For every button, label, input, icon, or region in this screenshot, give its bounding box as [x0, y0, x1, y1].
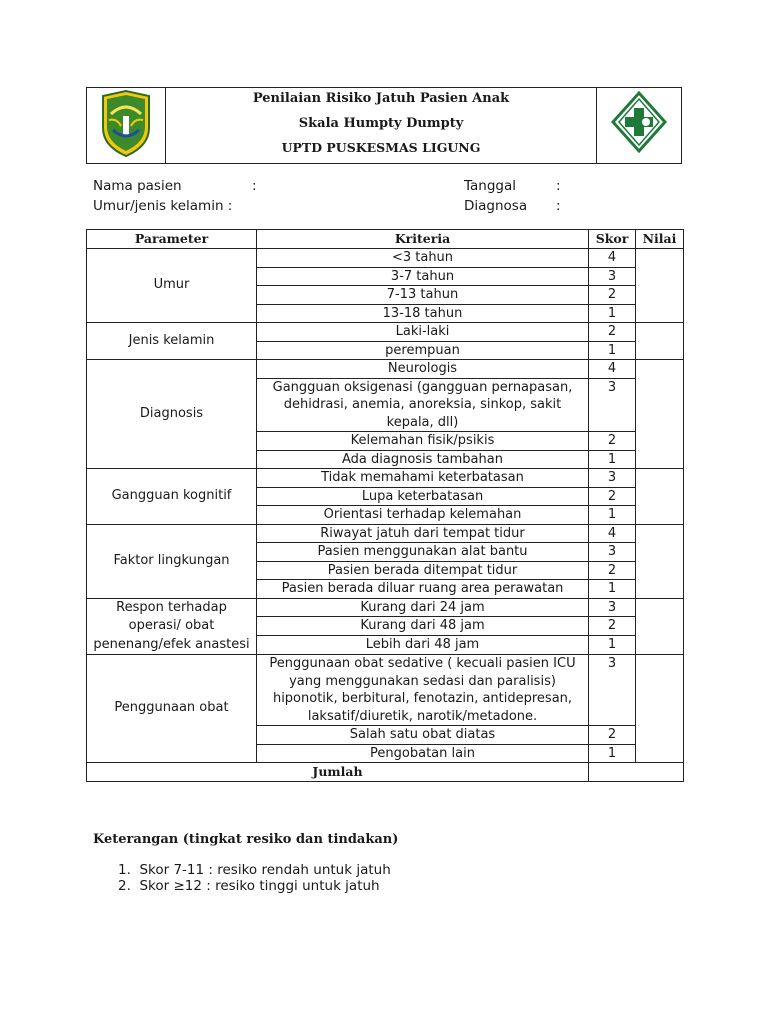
parameter-cell: Diagnosis: [87, 360, 257, 469]
date-colon: :: [556, 178, 561, 194]
diagnosis-label: Diagnosa: [464, 198, 528, 214]
total-label: Jumlah: [87, 763, 589, 782]
score-cell: 2: [589, 286, 636, 305]
score-cell: 3: [589, 598, 636, 617]
date-label: Tanggal: [464, 178, 517, 194]
criteria-cell: <3 tahun: [257, 249, 589, 268]
value-input-cell[interactable]: [636, 598, 684, 655]
table-row: [87, 249, 684, 268]
header-score: Skor: [589, 230, 636, 249]
score-cell: 2: [589, 487, 636, 506]
score-cell: 1: [589, 636, 636, 655]
criteria-cell: Tidak memahami keterbatasan: [257, 469, 589, 488]
score-cell: 2: [589, 617, 636, 636]
diagnosis-colon: :: [556, 198, 561, 214]
criteria-cell: Pasien berada diluar ruang area perawatan: [257, 580, 589, 599]
criteria-cell: Laki-laki: [257, 323, 589, 342]
table-row: [87, 323, 684, 342]
criteria-cell: Lebih dari 48 jam: [257, 636, 589, 655]
table-row: [87, 469, 684, 488]
criteria-cell: 13-18 tahun: [257, 304, 589, 323]
regency-emblem-icon: [99, 90, 153, 158]
parameter-cell: Respon terhadap operasi/ obat penenang/efek anastesi: [87, 598, 257, 655]
institution-name: UPTD PUSKESMAS LIGUNG: [281, 140, 481, 155]
criteria-cell: Pasien menggunakan alat bantu: [257, 543, 589, 562]
score-cell: 3: [589, 378, 636, 432]
table-row: [87, 360, 684, 379]
criteria-cell: 3-7 tahun: [257, 267, 589, 286]
score-cell: 3: [589, 543, 636, 562]
score-cell: 1: [589, 341, 636, 360]
right-logo-cell: [596, 88, 681, 163]
score-cell: 1: [589, 450, 636, 469]
parameter-cell: Faktor lingkungan: [87, 524, 257, 598]
score-cell: 2: [589, 561, 636, 580]
criteria-cell: perempuan: [257, 341, 589, 360]
document-header: [86, 87, 682, 164]
criteria-cell: Pasien berada ditempat tidur: [257, 561, 589, 580]
parameter-cell: Gangguan kognitif: [87, 469, 257, 525]
criteria-cell: Salah satu obat diatas: [257, 726, 589, 745]
score-cell: 3: [589, 267, 636, 286]
criteria-cell: Kurang dari 48 jam: [257, 617, 589, 636]
parameter-cell: Umur: [87, 249, 257, 323]
value-input-cell[interactable]: [636, 323, 684, 360]
criteria-cell: Gangguan oksigenasi (gangguan pernapasan, dehidrasi, anemia, anoreksia, sinkop, sakit kepala, dll): [257, 378, 589, 432]
table-row: [87, 524, 684, 543]
value-input-cell[interactable]: [636, 524, 684, 598]
header-value: Nilai: [636, 230, 684, 249]
table-row: [87, 598, 684, 617]
score-cell: 3: [589, 469, 636, 488]
criteria-cell: Neurologis: [257, 360, 589, 379]
table-body: [87, 249, 684, 763]
criteria-cell: Orientasi terhadap kelemahan: [257, 506, 589, 525]
notes-title: Keterangan (tingkat resiko dan tindakan): [93, 832, 399, 847]
score-cell: 2: [589, 726, 636, 745]
criteria-cell: 7-13 tahun: [257, 286, 589, 305]
note-item: 2. Skor ≥12 : resiko tinggi untuk jatuh: [118, 878, 380, 894]
puskesmas-logo-icon: [610, 90, 668, 154]
total-value-cell[interactable]: [589, 763, 684, 782]
form-title: Penilaian Risiko Jatuh Pasien Anak: [252, 91, 510, 106]
header-criteria: Kriteria: [257, 230, 589, 249]
value-input-cell[interactable]: [636, 469, 684, 525]
value-input-cell[interactable]: [636, 655, 684, 763]
header-parameter: Parameter: [87, 230, 257, 249]
criteria-cell: Ada diagnosis tambahan: [257, 450, 589, 469]
score-cell: 1: [589, 304, 636, 323]
score-cell: 4: [589, 360, 636, 379]
patient-name-colon: :: [252, 178, 257, 194]
score-cell: 1: [589, 580, 636, 599]
score-cell: 1: [589, 506, 636, 525]
criteria-cell: Kelemahan fisik/psikis: [257, 432, 589, 451]
patient-name-label: Nama pasien: [93, 178, 182, 194]
table-row: [87, 655, 684, 726]
score-cell: 4: [589, 249, 636, 268]
parameter-cell: Penggunaan obat: [87, 655, 257, 763]
score-cell: 4: [589, 524, 636, 543]
value-input-cell[interactable]: [636, 360, 684, 469]
score-cell: 2: [589, 432, 636, 451]
value-input-cell[interactable]: [636, 249, 684, 323]
criteria-cell: Pengobatan lain: [257, 744, 589, 763]
criteria-cell: Lupa keterbatasan: [257, 487, 589, 506]
left-logo-cell: [87, 88, 166, 163]
parameter-cell: Jenis kelamin: [87, 323, 257, 360]
criteria-cell: Penggunaan obat sedative ( kecuali pasien ICU yang menggunakan sedasi dan paralisis) hiponotik, berbitural, fenotazin, antidepresan, laksatif/diuretik, narotik/metadone.: [257, 655, 589, 726]
criteria-cell: Kurang dari 24 jam: [257, 598, 589, 617]
score-cell: 2: [589, 323, 636, 342]
score-cell: 3: [589, 655, 636, 726]
humpty-dumpty-table: [86, 229, 684, 782]
form-subtitle: Skala Humpty Dumpty: [298, 116, 464, 131]
score-cell: 1: [589, 744, 636, 763]
age-gender-label: Umur/jenis kelamin :: [93, 198, 233, 214]
note-item: 1. Skor 7-11 : resiko rendah untuk jatuh: [118, 862, 391, 878]
criteria-cell: Riwayat jatuh dari tempat tidur: [257, 524, 589, 543]
